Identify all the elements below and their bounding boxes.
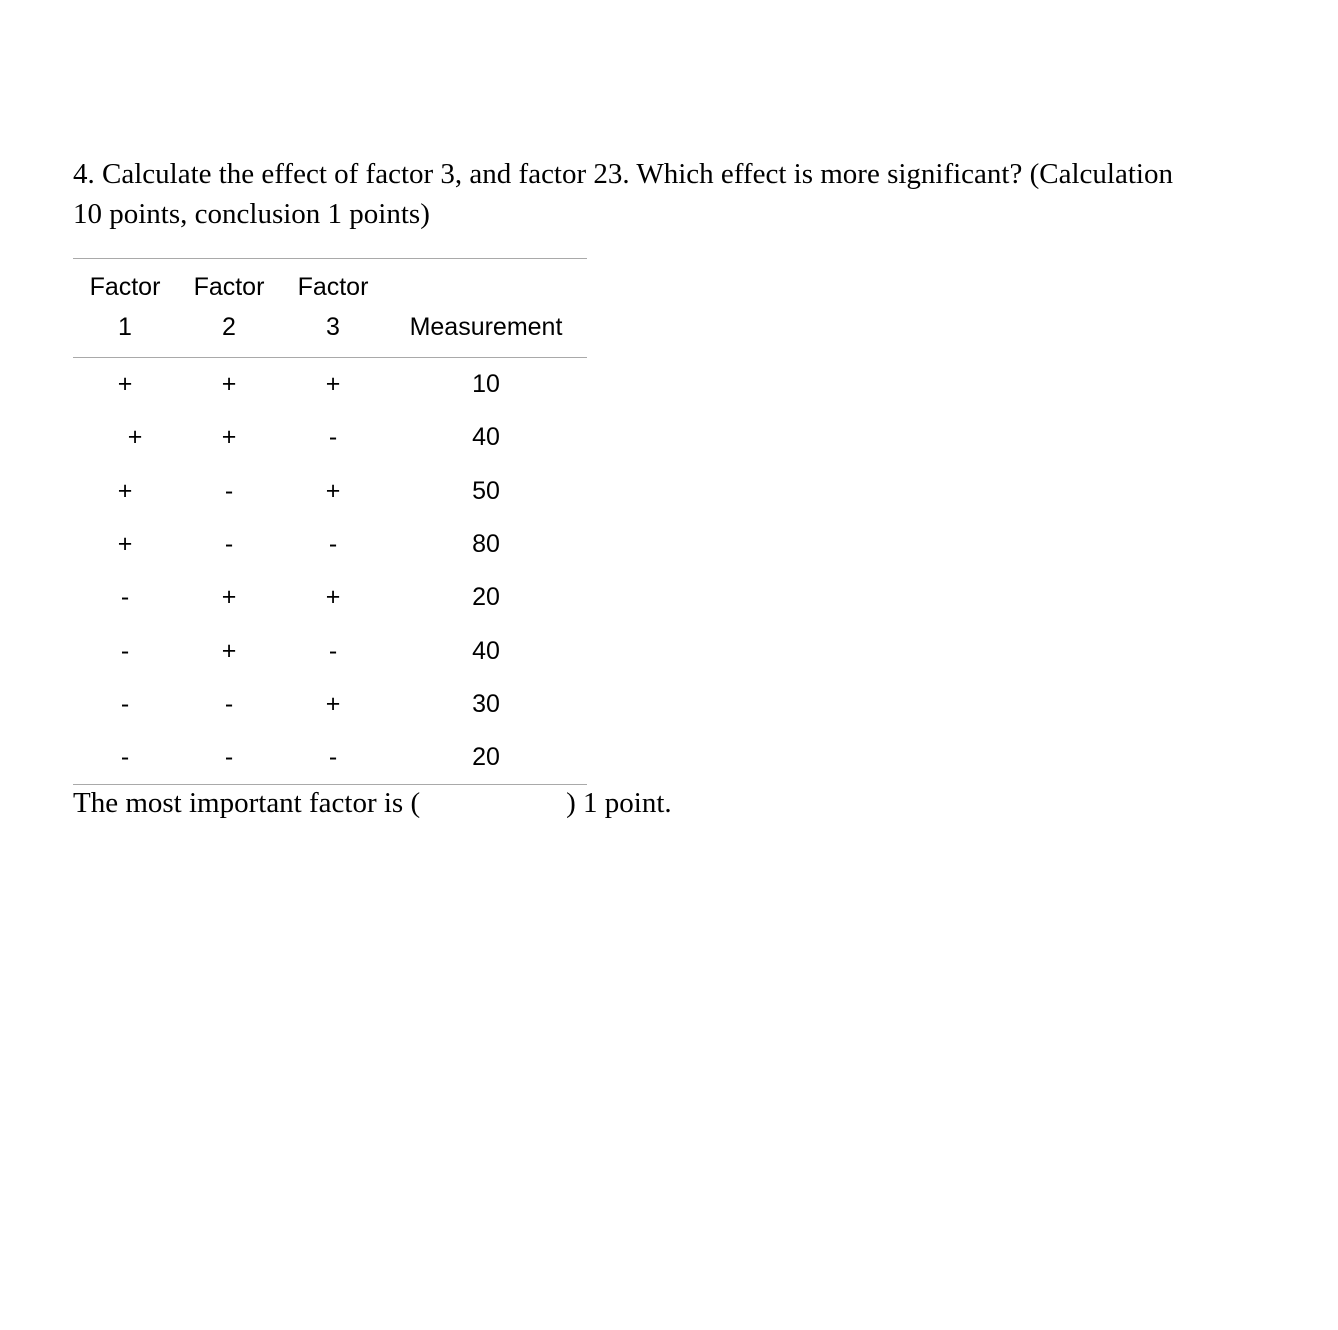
header-factor-1-top: Factor <box>73 259 177 308</box>
cell-factor-2: + <box>221 423 237 452</box>
cell-measurement: 20 <box>385 731 587 785</box>
cell-measurement: 40 <box>472 636 500 665</box>
cell-measurement: 50 <box>472 476 500 505</box>
cell-factor-2: + <box>221 370 237 399</box>
question-line-1: 4. Calculate the effect of factor 3, and factor 23. Which effect is more significant? (Calculation <box>73 158 1173 190</box>
cell-factor-2: - <box>224 530 234 559</box>
cell-measurement: 30 <box>472 689 500 718</box>
table-row <box>73 518 587 571</box>
header-measurement-top <box>385 259 587 308</box>
header-factor-2-top: Factor <box>177 259 281 308</box>
cell-factor-1: + <box>117 370 133 399</box>
cell-factor-2: - <box>224 689 234 718</box>
cell-factor-2: - <box>224 476 234 505</box>
cell-factor-3: + <box>325 476 341 505</box>
cell-factor-1: + <box>127 423 143 452</box>
factor-table <box>73 258 587 785</box>
cell-factor-3: - <box>328 423 338 452</box>
cell-factor-1: - <box>73 731 177 785</box>
table-row <box>73 624 587 677</box>
table-row <box>73 411 587 464</box>
cell-factor-3: + <box>325 370 341 399</box>
cell-factor-2: + <box>221 583 237 612</box>
cell-factor-2: - <box>177 731 281 785</box>
cell-measurement: 10 <box>472 370 500 399</box>
table-row <box>73 465 587 518</box>
cell-measurement: 40 <box>472 423 500 452</box>
cell-factor-1: - <box>120 689 130 718</box>
table-row <box>73 731 587 785</box>
table-row <box>73 358 587 412</box>
cell-factor-3: + <box>325 583 341 612</box>
cell-factor-2: + <box>221 636 237 665</box>
header-measurement-bottom: Measurement <box>385 307 587 358</box>
cell-factor-3: - <box>328 636 338 665</box>
cell-factor-3: - <box>281 731 385 785</box>
cell-measurement: 20 <box>472 583 500 612</box>
cell-factor-1: + <box>117 476 133 505</box>
answer-suffix: ) 1 point. <box>566 787 672 819</box>
cell-factor-3: - <box>328 530 338 559</box>
header-factor-1-bottom: 1 <box>73 307 177 358</box>
cell-measurement: 80 <box>472 530 500 559</box>
table-row <box>73 678 587 731</box>
cell-factor-3: + <box>325 689 341 718</box>
answer-line <box>73 783 672 823</box>
question-line-2: 10 points, conclusion 1 points) <box>73 198 430 230</box>
header-factor-3-top: Factor <box>281 259 385 308</box>
cell-factor-1: - <box>120 583 130 612</box>
header-factor-2-bottom: 2 <box>177 307 281 358</box>
answer-prefix: The most important factor is ( <box>73 787 421 819</box>
question-text <box>73 154 1273 234</box>
cell-factor-1: - <box>120 636 130 665</box>
table-header-row-top <box>73 259 587 308</box>
table-header-row-bottom <box>73 307 587 358</box>
cell-factor-1: + <box>117 530 133 559</box>
table-row <box>73 571 587 624</box>
header-factor-3-bottom: 3 <box>281 307 385 358</box>
